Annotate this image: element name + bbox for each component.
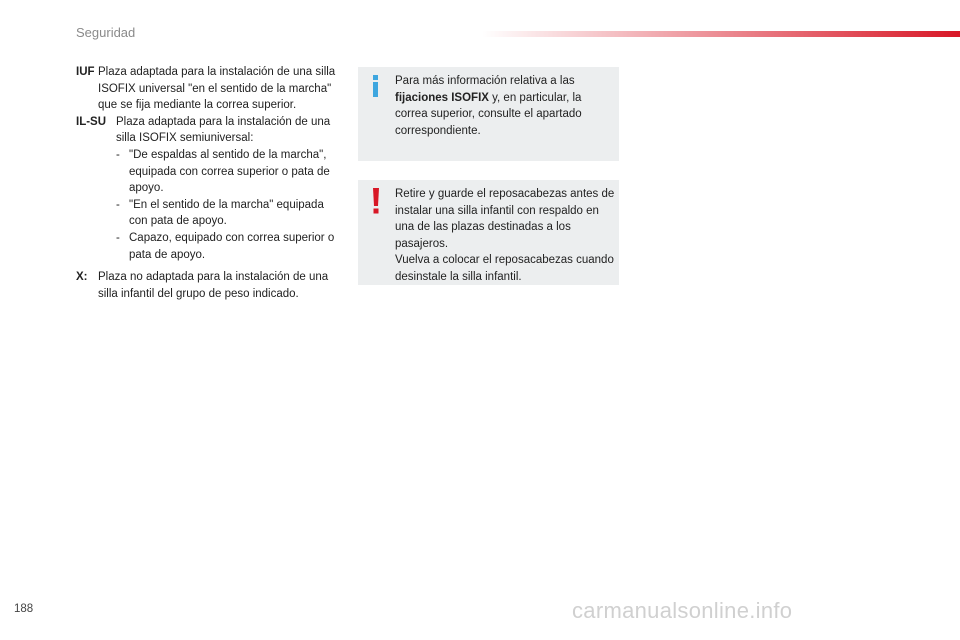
- definition-list: [116, 147, 338, 263]
- warning-icon: [371, 188, 381, 214]
- info-text: [395, 73, 615, 139]
- definition-il-su: [76, 114, 338, 263]
- definition-text: Plaza adaptada para la instalación de una silla ISOFIX semiuniversal:: [116, 115, 331, 145]
- list-item-text: "En el sentido de la marcha" equipada con pata de apoyo.: [129, 198, 324, 228]
- warning-paragraph: Vuelva a colocar el reposacabezas cuando desinstale la silla infantil.: [395, 254, 614, 283]
- info-text-bold: fijaciones ISOFIX: [395, 91, 489, 104]
- definition-body: [116, 114, 338, 263]
- definition-term: IL-SU: [76, 115, 107, 128]
- page-number: 188: [14, 603, 34, 615]
- definition-iuf: [76, 64, 338, 114]
- dash-bullet: -: [116, 148, 120, 161]
- info-text-before: Para más información relativa a las: [395, 75, 575, 87]
- header-accent-rule: [482, 31, 960, 37]
- definition-text: Plaza no adaptada para la instalación de una silla infantil del grupo de peso indicado.: [98, 271, 329, 300]
- definition-term: IUF: [76, 66, 95, 78]
- list-item: [116, 197, 338, 230]
- warning-paragraph: Retire y guarde el reposacabezas antes de instalar una silla infantil con respaldo en una de las plazas destinadas a los pasajeros.: [395, 188, 615, 250]
- info-icon: [369, 75, 383, 97]
- definitions-column: [76, 64, 338, 302]
- info-box: [358, 67, 619, 161]
- definition-term: X:: [76, 271, 88, 284]
- definition-x: [76, 269, 338, 302]
- list-item: [116, 230, 338, 263]
- section-title: Seguridad: [76, 25, 136, 40]
- watermark: carmanualsonline.info: [572, 598, 793, 623]
- definition-text: Plaza adaptada para la instalación de una silla ISOFIX universal "en el sentido de la marcha" que se fija mediante la correa superior.: [98, 66, 336, 112]
- warning-box: [358, 180, 619, 285]
- list-item-text: "De espaldas al sentido de la marcha", equipada con correa superior o pata de apoyo.: [129, 148, 330, 195]
- dash-bullet: -: [116, 198, 120, 211]
- list-item-text: Capazo, equipado con correa superior o pata de apoyo.: [129, 231, 335, 261]
- warning-text: [395, 186, 615, 286]
- dash-bullet: -: [116, 231, 120, 244]
- list-item: [116, 147, 338, 197]
- info-text-after: y, en particular, la correa superior, consulte el apartado correspondiente.: [395, 91, 582, 137]
